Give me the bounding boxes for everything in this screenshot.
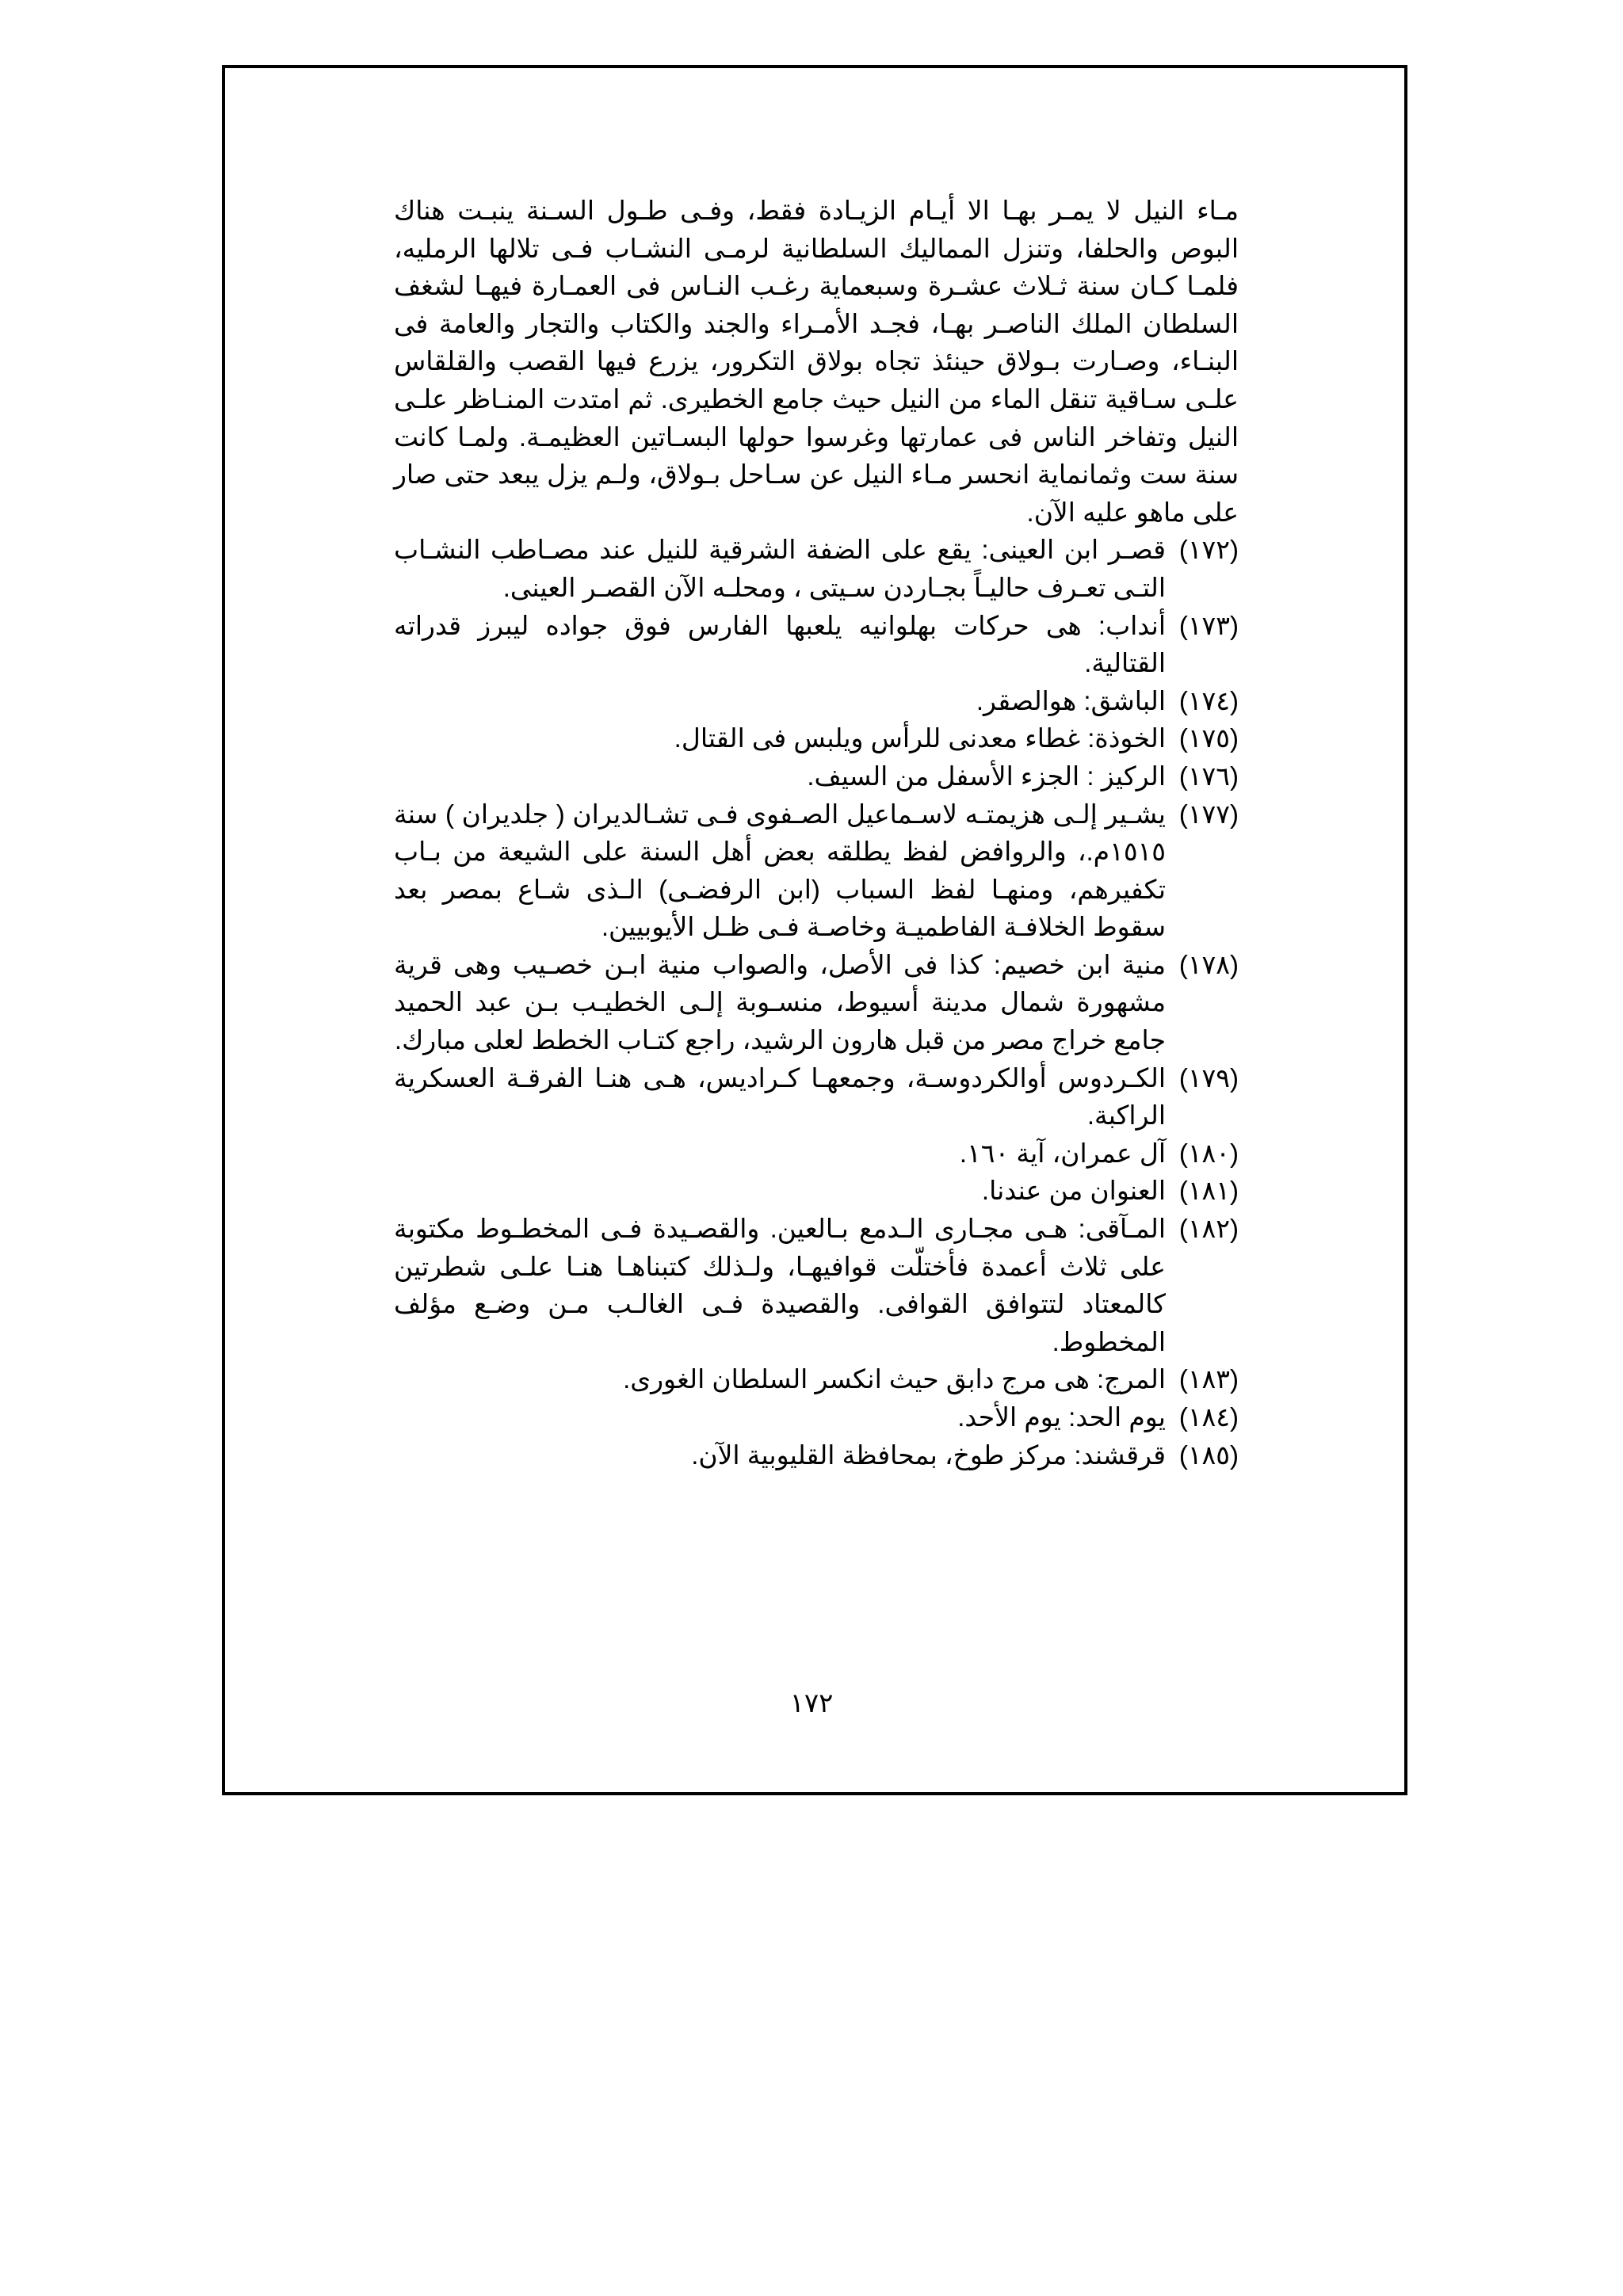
footnote-number: (١٧٩) — [1178, 1062, 1239, 1093]
footnote-text: الخوذة: غطاء معدنى للرأس ويلبس فى القتال. — [674, 723, 1166, 753]
footnote-182 — [394, 1210, 1239, 1360]
footnote-181 — [394, 1172, 1239, 1210]
footnote-number: (١٨٥) — [1178, 1440, 1239, 1470]
footnote-185 — [394, 1436, 1239, 1474]
footnote-172 — [394, 531, 1239, 606]
footnote-text: يشـير إلـى هزيمتـه لاسـماعيل الصـفوى فـى تشـالديران ( جلديران ) سنة ١٥١٥م.، والروافض لفظ يطلقه بعض أهل السنة على الشيعة من بـاب تكفيرهم، ومنهـا لفظ السباب (ابن الرفضـى) الـذى شـاع بمصر بعد سقوط الخلافـة الفاطميـة وخاصـة فـى ظـل الأيوبيين. — [394, 799, 1166, 942]
footnote-184 — [394, 1398, 1239, 1436]
footnote-number: (١٧٨) — [1178, 949, 1239, 979]
footnote-175 — [394, 719, 1239, 757]
footnote-text: قرقشند: مركز طوخ، بمحافظة القليوبية الآن. — [691, 1440, 1166, 1470]
footnote-178 — [394, 946, 1239, 1059]
footnote-text: يوم الحد: يوم الأحد. — [957, 1402, 1166, 1432]
footnote-177 — [394, 795, 1239, 946]
footnote-number: (١٨٢) — [1178, 1214, 1239, 1244]
footnote-173 — [394, 607, 1239, 682]
footnote-text: أنداب: هى حركات بهلوانيه يلعبها الفارس فوق جواده ليبرز قدراته القتالية. — [394, 610, 1166, 678]
footnote-number: (١٨٠) — [1178, 1138, 1239, 1168]
continuation-paragraph: مـاء النيل لا يمـر بهـا الا أيـام الزيـادة فقط، وفـى طـول السـنة ينبـت هناك البوص والحلفا، وتنزل المماليك السلطانية لرمـى النشـاب فـى تلالها الرمليه، فلمـا كـان سنة ثـلاث عشـرة وسبعماية رغـب النـاس فى العمـارة فيهـا لشغف السلطان الملك الناصـر بهـا، فجـد الأمـراء والجند والكتاب والتجار والعامة فى البنـاء، وصـارت بـولاق حينئذ تجاه بولاق التكرور، يزرع فيها القصب والقلقاس علـى سـاقية تنقل الماء من النيل حيث جامع الخطيرى. ثم امتدت المنـاظر علـى النيل وتفاخر الناس فى عمارتها وغرسوا حولها البسـاتين العظيمـة. ولمـا كانت سنة ست وثمانماية انحسر مـاء النيل عن سـاحل بـولاق، ولـم يزل يبعد حتى صار على ماهو عليه الآن. — [394, 196, 1239, 527]
footnote-number: (١٧٦) — [1178, 761, 1239, 791]
footnote-number: (١٧٣) — [1178, 610, 1239, 640]
footnote-number: (١٨٤) — [1178, 1402, 1239, 1432]
footnote-number: (١٧٤) — [1178, 685, 1239, 715]
footnote-174 — [394, 682, 1239, 720]
footnote-179 — [394, 1059, 1239, 1135]
footnote-176 — [394, 757, 1239, 795]
footnote-text: الباشق: هوالصقر. — [976, 685, 1166, 715]
footnote-number: (١٧٧) — [1178, 799, 1239, 829]
footnote-number: (١٧٥) — [1178, 723, 1239, 753]
footnote-text: المـآقى: هـى مجـارى الـدمع بـالعين. والقصـيدة فـى المخطـوط مكتوبة على ثلاث أعمدة فأختلّت قوافيهـا، ولـذلك كتبناهـا هنـا علـى شطرتين كالمعتاد لتتوافق القوافى. والقصيدة فـى الغالـب مـن وضـع مؤلف المخطوط. — [394, 1214, 1166, 1356]
footnote-text: آل عمران، آية ١٦٠. — [959, 1138, 1166, 1168]
footnote-180 — [394, 1135, 1239, 1173]
footnote-text: الكـردوس أوالكردوسـة، وجمعهـا كـراديس، هـى هنـا الفرقـة العسكرية الراكبة. — [394, 1062, 1166, 1131]
footnote-text: الركيز : الجزء الأسفل من السيف. — [807, 761, 1166, 791]
document-body — [394, 192, 1239, 1474]
footnote-number: (١٨١) — [1178, 1176, 1239, 1206]
footnote-183 — [394, 1360, 1239, 1398]
footnote-text: منية ابن خصيم: كذا فى الأصل، والصواب منية ابـن خصـيب وهى قرية مشهورة شمال مدينة أسيوط، منسـوبة إلـى الخطيـب بـن عبد الحميد جامع خراج مصر من قبل هارون الرشيد، راجع كتـاب الخطط لعلى مبارك. — [394, 949, 1166, 1055]
footnote-text: المرج: هى مرج دابق حيث انكسر السلطان الغورى. — [623, 1364, 1166, 1394]
footnote-text: قصـر ابن العينى: يقع على الضفة الشرقية للنيل عند مصـاطب النشـاب التـى تعـرف حاليـاً بجـاردن سـيتى ، ومحلـه الآن القصـر العينى. — [394, 535, 1166, 602]
footnote-text: العنوان من عندنا. — [981, 1176, 1166, 1206]
footnote-number: (١٧٢) — [1178, 535, 1239, 565]
page-number: ١٧٢ — [789, 1688, 834, 1718]
footnote-number: (١٨٣) — [1178, 1364, 1239, 1394]
